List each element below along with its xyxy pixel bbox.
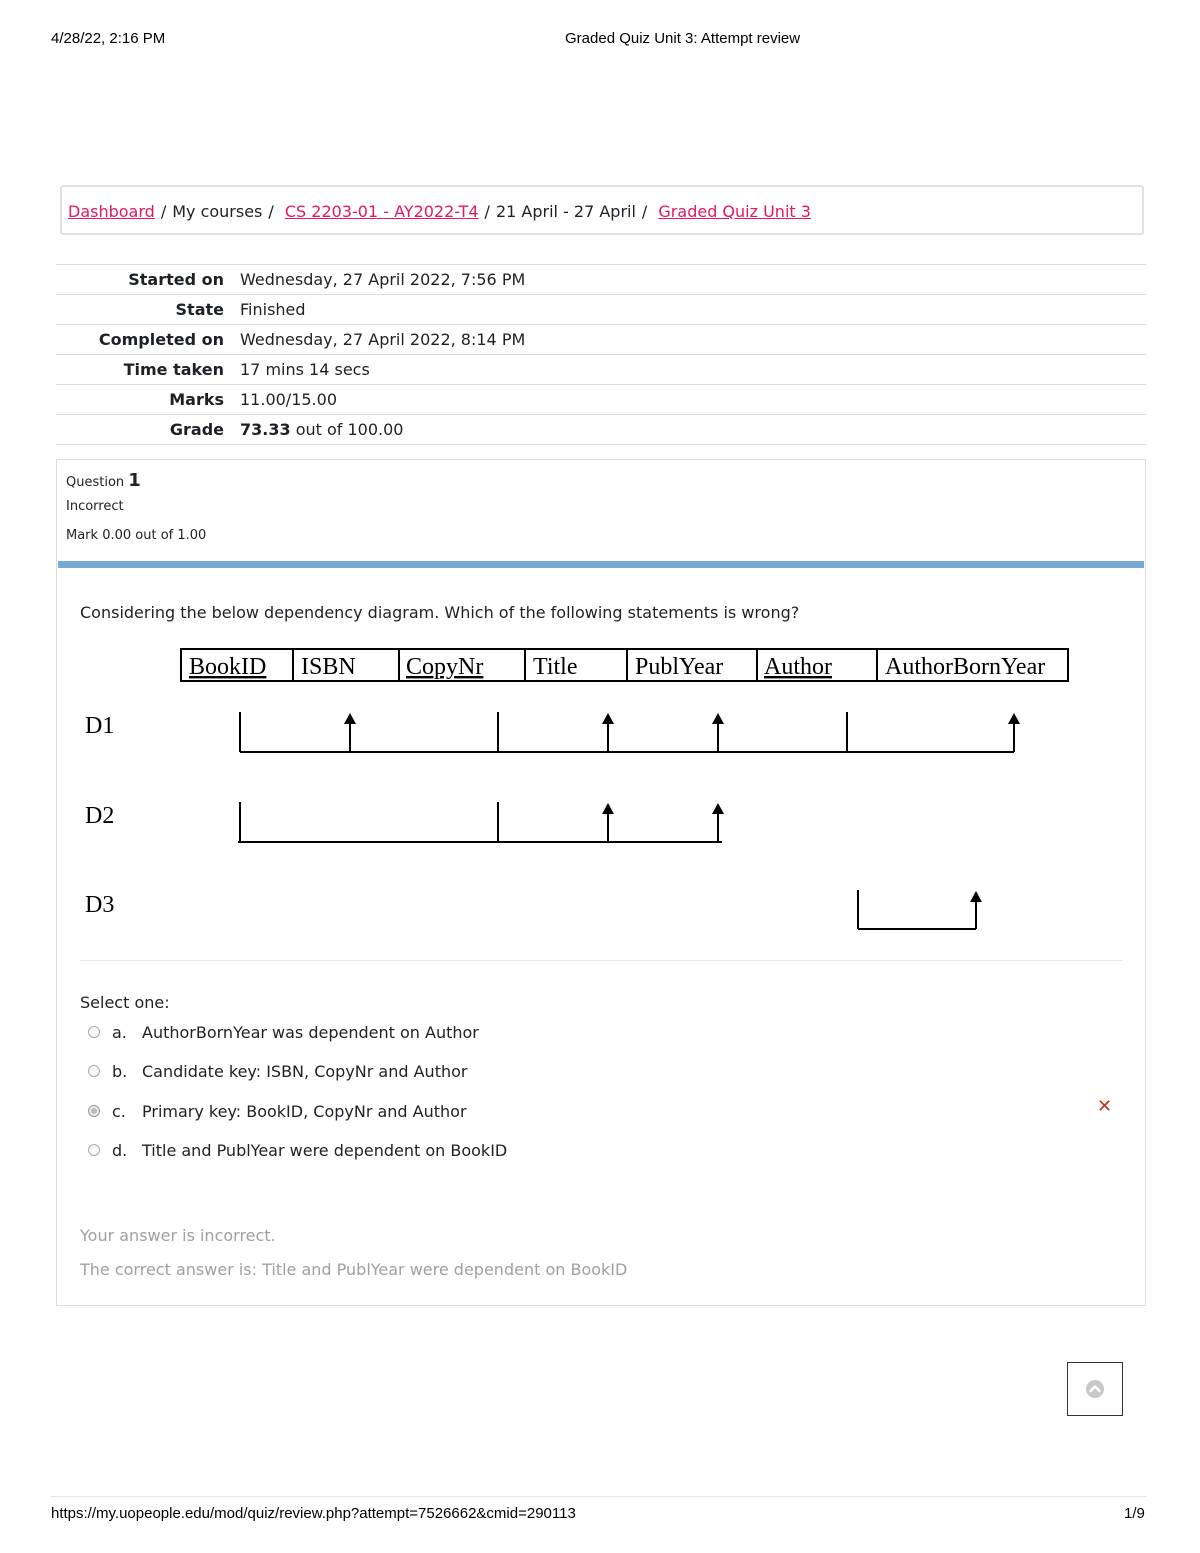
diagram-col-copynr: CopyNr [406, 654, 484, 680]
grade-value: 73.33 [240, 420, 291, 439]
option-text: Candidate key: ISBN, CopyNr and Author [142, 1061, 468, 1081]
attempt-summary-table [56, 264, 1146, 445]
summary-value: 17 mins 14 secs [240, 355, 1146, 385]
print-page-number: 1/9 [1124, 1505, 1145, 1522]
breadcrumb-separator: / [160, 202, 167, 221]
option-text: Title and PublYear were dependent on BookID [142, 1140, 508, 1160]
answer-option-c[interactable] [88, 1099, 467, 1123]
select-one-label: Select one: [80, 993, 170, 1012]
summary-row-state [56, 295, 1146, 325]
breadcrumb-week[interactable]: 21 April - 27 April [495, 202, 636, 221]
print-datetime: 4/28/22, 2:16 PM [51, 30, 166, 47]
summary-value: Wednesday, 27 April 2022, 7:56 PM [240, 265, 1146, 295]
question-status: Incorrect [66, 499, 124, 514]
diagram-row-d2: D2 [85, 803, 115, 829]
breadcrumb-quiz-link[interactable]: Graded Quiz Unit 3 [658, 202, 811, 221]
radio-button[interactable] [88, 1065, 100, 1077]
cross-icon: ✕ [1097, 1096, 1113, 1117]
radio-button-selected[interactable] [88, 1105, 100, 1117]
diagram-col-publyear: PublYear [635, 654, 724, 680]
diagram-col-bookid: BookID [189, 654, 267, 680]
summary-label: Marks [56, 385, 240, 415]
option-text: AuthorBornYear was dependent on Author [142, 1022, 479, 1042]
print-url: https://my.uopeople.edu/mod/quiz/review.php?attempt=7526662&cmid=290113 [51, 1505, 576, 1522]
breadcrumb-separator: / [268, 202, 274, 221]
diagram-row-d1: D1 [85, 713, 115, 739]
diagram-row-d3: D3 [85, 892, 115, 918]
grade-out-of: out of 100.00 [295, 420, 404, 439]
question-number: 1 [128, 470, 141, 491]
question-label: Question [66, 475, 125, 490]
correct-answer-text: The correct answer is: Title and PublYear were dependent on BookID [80, 1260, 628, 1279]
option-letter: d. [112, 1140, 128, 1160]
summary-value [240, 415, 1146, 445]
question-mark: Mark 0.00 out of 1.00 [66, 528, 207, 543]
chevron-up-circle-icon [1085, 1379, 1105, 1399]
answer-divider [80, 960, 1122, 961]
breadcrumb-separator: / [484, 202, 490, 221]
footer-rule [50, 1496, 1146, 1497]
summary-row-started [56, 265, 1146, 295]
summary-label: Grade [56, 415, 240, 445]
summary-value: Finished [240, 295, 1146, 325]
question-text: Considering the below dependency diagram. Which of the following statements is wrong? [80, 603, 800, 622]
option-letter: a. [112, 1022, 127, 1042]
summary-row-completed [56, 325, 1146, 355]
diagram-col-author: Author [764, 654, 832, 680]
option-text: Primary key: BookID, CopyNr and Author [142, 1101, 467, 1121]
question-info [66, 470, 206, 557]
summary-label: State [56, 295, 240, 325]
option-letter: c. [112, 1101, 126, 1121]
answer-option-b[interactable] [88, 1059, 467, 1083]
radio-button[interactable] [88, 1144, 100, 1156]
summary-label: Time taken [56, 355, 240, 385]
summary-label: Started on [56, 265, 240, 295]
breadcrumb-course-link[interactable]: CS 2203-01 - AY2022-T4 [284, 202, 479, 221]
question-content-divider [58, 561, 1144, 568]
breadcrumb [60, 185, 1144, 235]
summary-row-marks [56, 385, 1146, 415]
summary-value: 11.00/15.00 [240, 385, 1146, 415]
option-letter: b. [112, 1061, 128, 1081]
print-page-title: Graded Quiz Unit 3: Attempt review [565, 30, 801, 47]
summary-value: Wednesday, 27 April 2022, 8:14 PM [240, 325, 1146, 355]
answer-option-d[interactable] [88, 1138, 507, 1162]
breadcrumb-my-courses[interactable]: My courses [172, 202, 263, 221]
breadcrumb-separator: / [641, 202, 648, 221]
summary-label: Completed on [56, 325, 240, 355]
radio-button[interactable] [88, 1026, 100, 1038]
back-to-top-button[interactable] [1067, 1362, 1123, 1416]
diagram-col-authorbornyear: AuthorBornYear [885, 654, 1046, 680]
feedback-incorrect: Your answer is incorrect. [80, 1226, 276, 1245]
dependency-diagram [80, 640, 1080, 940]
summary-row-grade [56, 415, 1146, 445]
summary-row-time-taken [56, 355, 1146, 385]
diagram-col-title: Title [533, 654, 578, 680]
answer-option-a[interactable] [88, 1020, 479, 1044]
breadcrumb-dashboard-link[interactable]: Dashboard [68, 202, 155, 221]
diagram-col-isbn: ISBN [301, 654, 356, 680]
